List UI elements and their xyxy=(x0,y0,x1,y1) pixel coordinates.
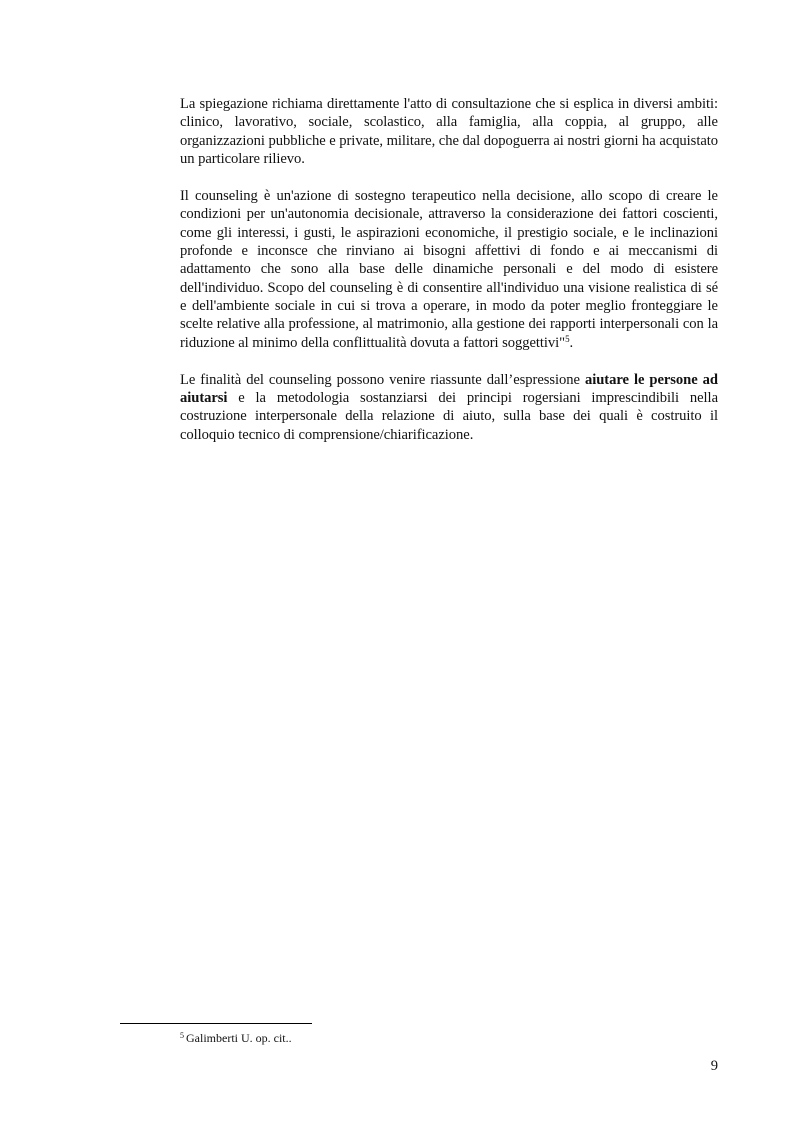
paragraph-counseling-aims xyxy=(180,371,718,444)
footnote-reference[interactable]: 5 xyxy=(565,333,570,344)
paragraph-aims-end: e la metodologia sostanziarsi dei principi rogersiani imprescindibili nella costruzione interpersonale della relazione di aiuto, sulla base dei quali è costruito il colloquio tecnico di comprensione/chiarificazione. xyxy=(180,390,718,443)
body-text xyxy=(180,95,718,463)
paragraph-counseling-text: Il counseling è un'azione di sostegno terapeutico nella decisione, allo scopo di creare le condizioni per un'autonomia decisionale, attraverso la considerazione dei fattori coscienti, come gli interessi, i gusti, le aspirazioni economiche, il prestigio sociale, e le inclinazioni profonde e inconsce che rinviano ai bisogni affettivi di fondo e ai meccanismi di adattamento che sono alla base delle dinamiche personali e del modo di esistere dell'individuo. Scopo del counseling è di consentire all'individuo una visione realistica di sé e dell'ambiente sociale in cui si trova a operare, in modo da poter meglio fronteggiare le scelte relative alla professione, al matrimonio, alla gestione dei rapporti interpersonali con la riduzione al minimo della conflittualità dovuta a fattori soggettivi" xyxy=(180,188,718,351)
paragraph-consultation: La spiegazione richiama direttamente l'atto di consultazione che si esplica in diversi ambiti: clinico, lavorativo, sociale, scolastico, alla famiglia, alla coppia, al gruppo, alle organizzazioni pubbliche e private, militare, che dal dopoguerra ai nostri giorni ha acquistato un particolare rilievo. xyxy=(180,96,718,167)
footnote-text: Galimberti U. op. cit.. xyxy=(186,1031,292,1045)
footnote xyxy=(180,1030,292,1046)
paragraph-end-punctuation: . xyxy=(569,334,574,351)
footnote-separator xyxy=(120,1023,312,1024)
paragraph-aims-start: Le finalità del counseling possono venire riassunte dall’espressione xyxy=(180,371,585,388)
emphasis-aiutare-le-persone: aiutare le persone ad aiutarsi xyxy=(180,371,718,407)
page-number: 9 xyxy=(710,1058,718,1074)
footnote-number: 5 xyxy=(180,1031,184,1040)
paragraph-counseling-definition xyxy=(180,187,718,352)
